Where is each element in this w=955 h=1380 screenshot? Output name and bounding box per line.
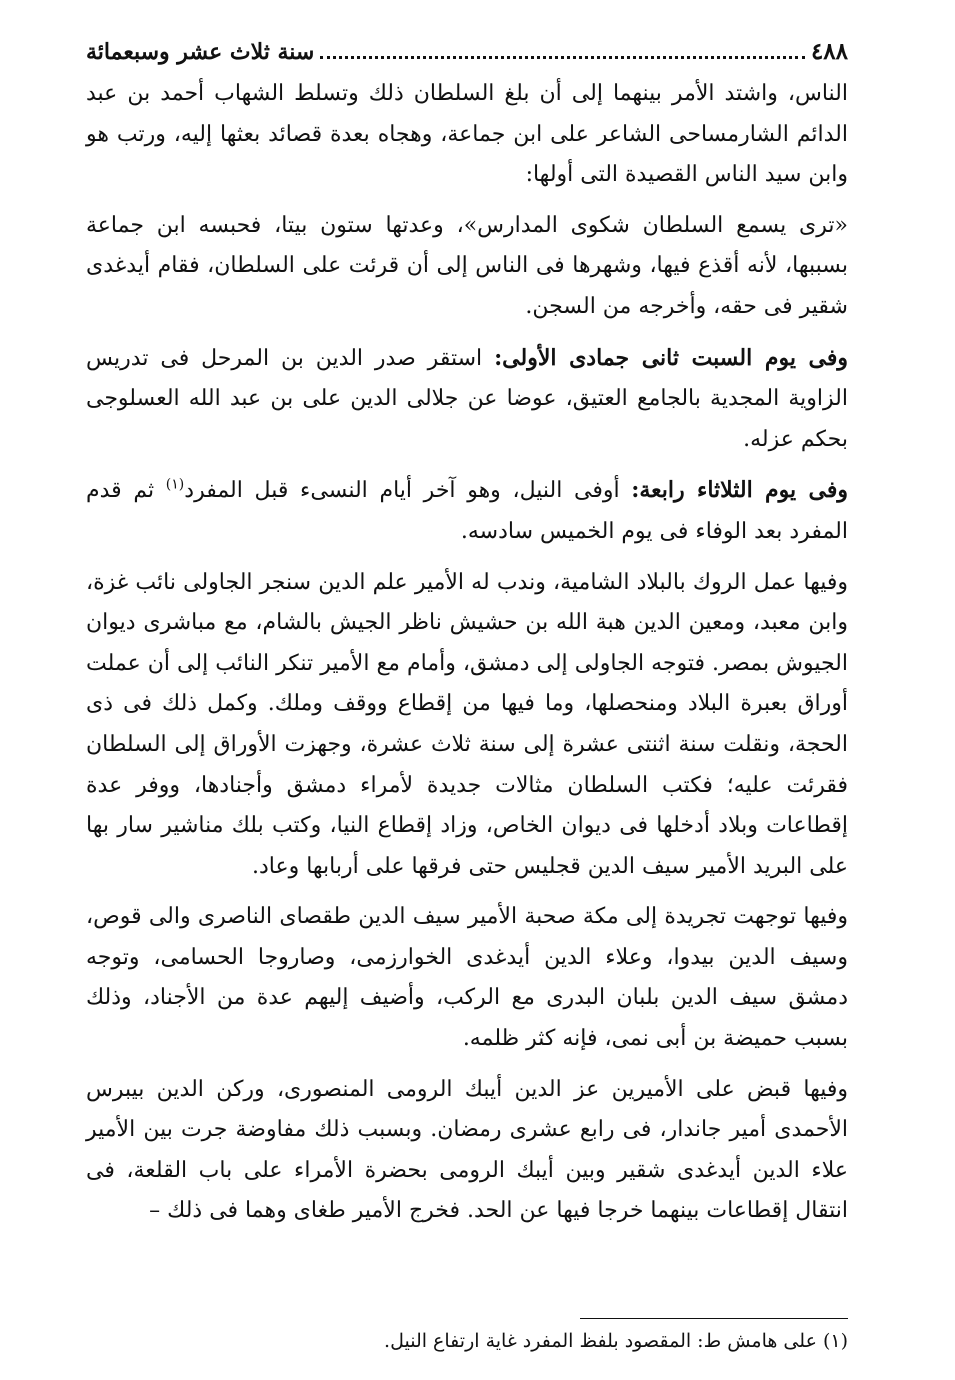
running-title: سنة ثلاث عشر وسبعمائة (86, 39, 315, 65)
paragraph-text: «ترى يسمع السلطان شكوى المدارس»، وعدتها ستون بيتا، فحبسه ابن جماعة بسببها، لأنه أقذع فيها، وشهرها فى الناس إلى أن قرئت على السلطان، فقام أيدغدى شقير فى حقه، وأخرجه من السجن. (86, 212, 848, 319)
paragraph-text: وفيها قبض على الأميرين عز الدين أيبك الرومى المنصورى، وركن الدين بيبرس الأحمدى أمير جاندار، فى رابع عشرى رمضان. وبسبب ذلك مفاوضة جرت بين الأمير علاء الدين أيدغدى شقير وبين أيبك الرومى بحضرة الأمراء على باب القلعة، فى انتقال إقطاعات بينهما خرجا فيها عن الحد. فخرج الأمير طغاى وهما فى ذلك – (86, 1076, 848, 1224)
page-header (86, 38, 848, 74)
paragraph-lead: وفى يوم السبت ثانى جمادى الأولى: (494, 344, 848, 371)
footnote (248, 1326, 848, 1356)
page (86, 38, 848, 1242)
paragraph (86, 470, 848, 552)
footnote-text: (١) على هامش ط: المقصود بلفظ المفرد غاية ارتفاع النيل. (384, 1330, 848, 1352)
paragraph-text: أوفى النيل، وهو آخر أيام النسىء قبل المفرد (184, 478, 632, 504)
paragraph (86, 1070, 848, 1232)
paragraph-text: وفيها عمل الروك بالبلاد الشامية، وندب له الأمير علم الدين سنجر الجاولى نائب غزة، وابن معبد، ومعين الدين هبة الله بن حشيش ناظر الجيش بالشام، مع مباشرى ديوان الجيوش بمصر. فتوجه الجاولى إلى دمشق، وأمام مع الأمير تنكر النائب إلى أن عملت أوراق بعبرة البلاد ومنحصلها، وما فيها من إقطاع ووقف وملك. وكمل ذلك فى ذى الحجة، ونقلت سنة اثنتى عشرة إلى سنة ثلاث عشرة، وجهزت الأوراق إلى السلطان فقرئت عليه؛ فكتب السلطان مثالات جديدة لأمراء دمشق وأجنادها، ووفر عدة إقطاعات وبلاد أدخلها فى ديوان الخاص، وزاد إقطاع النيا، وكتب بلك مناشير سار بها على البريد الأمير سيف الدين قجليس حتى فرقها على أربابها وعاد. (86, 569, 848, 879)
paragraph-text: الناس، واشتد الأمر بينهما إلى أن بلغ السلطان ذلك وتسلط الشهاب أحمد بن عبد الدائم الشارمساحى الشاعر على ابن جماعة، وهجاه بعدة قصائد بعثها إليه، ورتب هو وابن سيد الناس القصيدة التى أولها: (86, 81, 848, 188)
paragraph-lead: وفى يوم الثلاثاء رابعة: (631, 477, 848, 504)
paragraph-text: وفيها توجهت تجريدة إلى مكة صحبة الأمير سيف الدين طقصاى الناصرى والى قوص، وسيف الدين بيدوا، وعلاء الدين أيدغدى الخوارزمى، وصاروجا الحسامى، وتوجه دمشق سيف الدين بلبان البدرى مع الركب، وأضيف إليهم عدة من الأجناد، وذلك بسبب حميضة بن أبى نمى، فإنه كثر ظلمه. (86, 904, 848, 1052)
footnote-divider (580, 1318, 848, 1319)
page-number: ٤٨٨ (810, 38, 848, 65)
paragraph (86, 74, 848, 196)
paragraph (86, 897, 848, 1059)
body-text (86, 74, 848, 1232)
paragraph (86, 206, 848, 328)
paragraph (86, 563, 848, 888)
paragraph-text: استقر صدر الدين بن المرحل فى تدريس الزاوية المجدية بالجامع العتيق، عوضا عن جلالى الدين على بن عبد الله العسلوجى بحكم عزله. (86, 345, 848, 452)
paragraph (86, 338, 848, 461)
paragraph-text-continued: ثم قدم المفرد بعد الوفاء فى يوم الخميس سادسه. (86, 478, 848, 544)
footnote-reference[interactable]: (١) (165, 477, 185, 494)
header-dot-leader (320, 55, 805, 59)
